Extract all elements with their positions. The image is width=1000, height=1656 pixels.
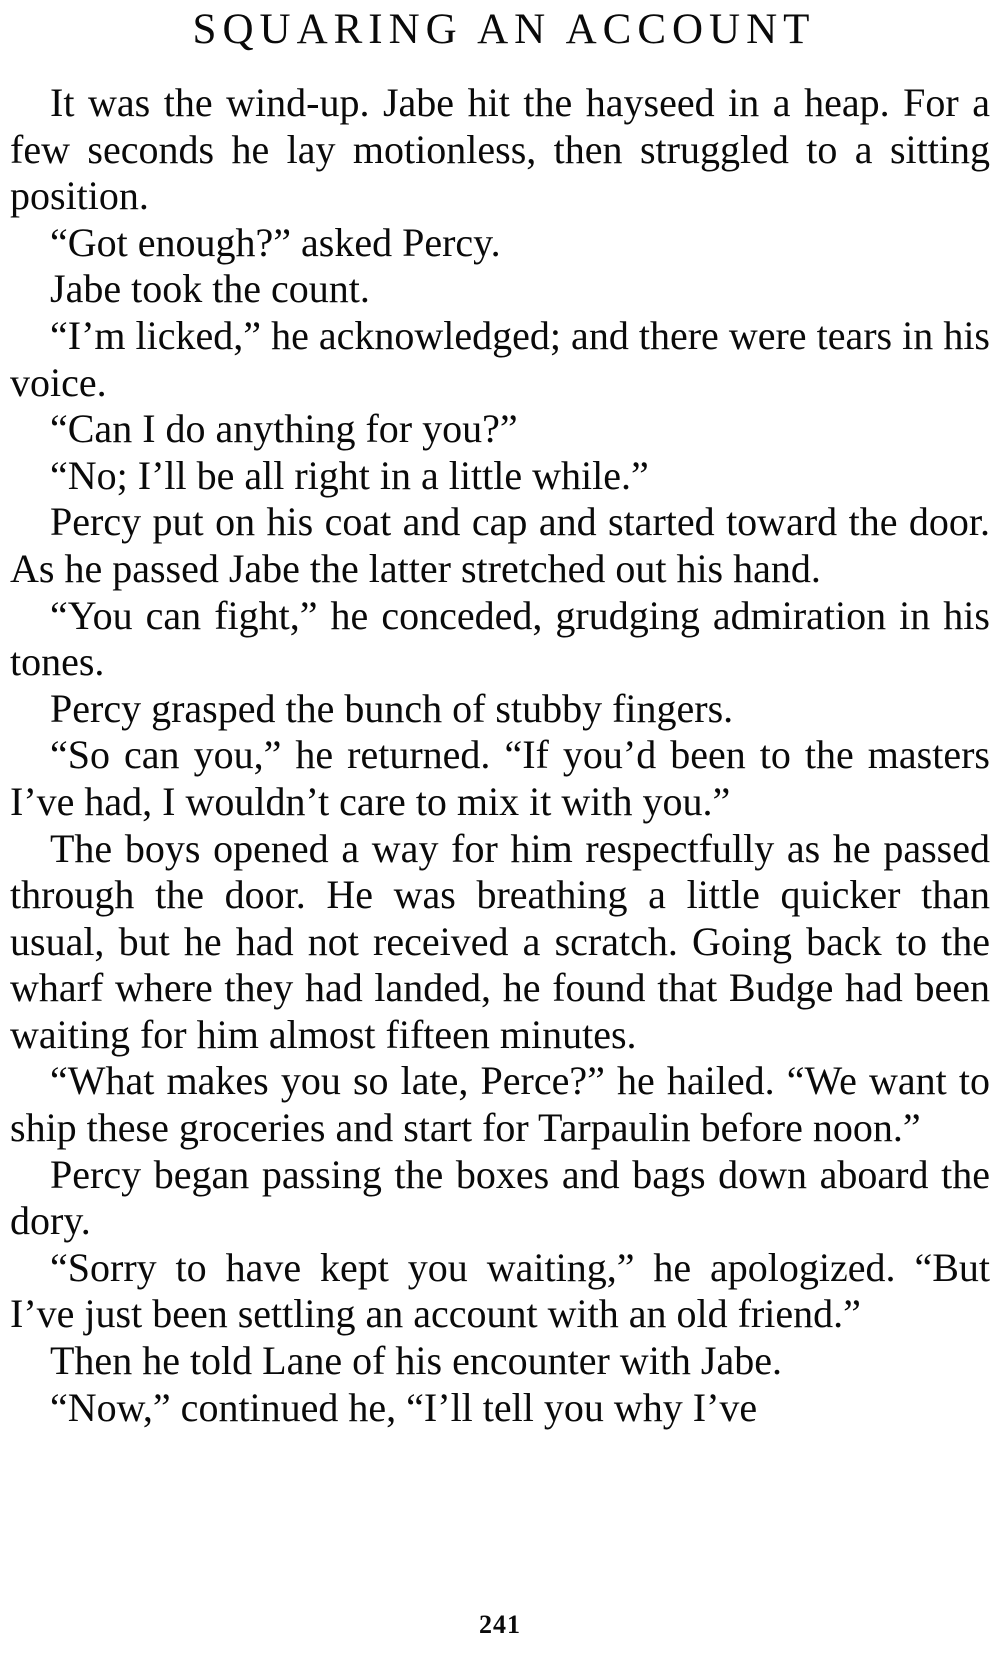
paragraph-6: “No; I’ll be all right in a little while.” bbox=[50, 452, 649, 498]
body-text bbox=[10, 80, 990, 1431]
paragraph-11: The boys opened a way for him respectfully as he passed through the door. He was breathing a little quicker than usual, but he had not received a scratch. Going back to the wharf where they had landed, he found that Budge had been waiting for him almost fifteen minutes. bbox=[10, 825, 990, 1057]
paragraph-15: Then he told Lane of his encounter with Jabe. bbox=[50, 1338, 782, 1384]
paragraph-1: It was the wind-up. Jabe hit the hayseed in a heap. For a few seconds he lay motionless, then struggled to a sitting position. bbox=[10, 80, 990, 219]
paragraph-13: Percy began passing the boxes and bags down aboard the dory. bbox=[10, 1151, 990, 1244]
paragraph-2: “Got enough?” asked Percy. bbox=[50, 219, 501, 265]
paragraph-14: “Sorry to have kept you waiting,” he apologized. “But I’ve just been settling an account with an old friend.” bbox=[10, 1244, 990, 1337]
running-head: SQUARING AN ACCOUNT bbox=[192, 6, 816, 53]
page-number: 241 bbox=[479, 1610, 521, 1639]
book-page bbox=[10, 0, 990, 1656]
paragraph-10: “So can you,” he returned. “If you’d been to the masters I’ve had, I wouldn’t care to mix it with you.” bbox=[10, 732, 990, 824]
paragraph-16: “Now,” continued he, “I’ll tell you why I’ve bbox=[50, 1384, 758, 1430]
paragraph-12: “What makes you so late, Perce?” he hailed. “We want to ship these groceries and start for Tarpaulin before noon.” bbox=[10, 1058, 990, 1151]
paragraph-4: “I’m licked,” he acknowledged; and there were tears in his voice. bbox=[10, 312, 990, 405]
paragraph-3: Jabe took the count. bbox=[50, 266, 370, 312]
paragraph-9: Percy grasped the bunch of stubby fingers. bbox=[50, 685, 734, 731]
paragraph-5: “Can I do anything for you?” bbox=[50, 406, 518, 452]
paragraph-7: Percy put on his coat and cap and started toward the door. As he passed Jabe the latter stretched out his hand. bbox=[10, 499, 990, 591]
paragraph-8: “You can fight,” he conceded, grudging admiration in his tones. bbox=[10, 592, 990, 685]
